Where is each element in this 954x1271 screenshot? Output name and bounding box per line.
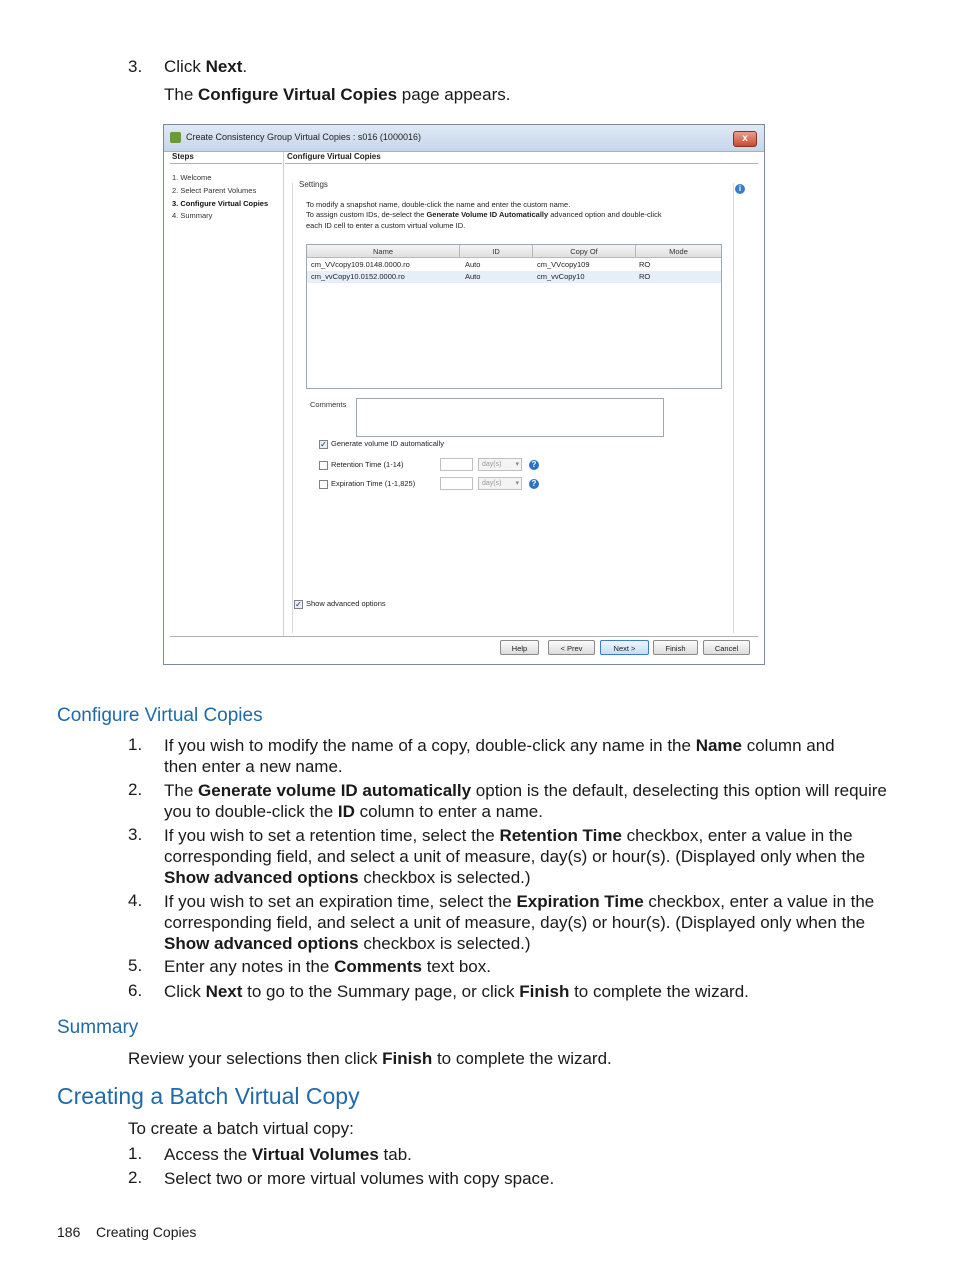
intro-appears-text: The Configure Virtual Copies page appears. — [164, 85, 511, 104]
expiration-unit-value: day(s) — [482, 480, 502, 487]
app-icon — [170, 132, 181, 143]
button-bar-divider — [170, 636, 758, 637]
column-header-mode[interactable]: Mode — [636, 245, 721, 258]
column-header-name[interactable]: Name — [307, 245, 460, 258]
list-item: If you wish to modify the name of a copy, double-click any name in the Name column and then enter a new name. — [164, 736, 835, 776]
show-advanced-label: Show advanced options — [306, 599, 386, 608]
retention-help-icon[interactable]: ? — [529, 460, 539, 470]
retention-time-checkbox[interactable] — [319, 461, 328, 470]
cell-copy-of: cm_VVcopy109 — [537, 260, 590, 269]
list-item: Click Next to go to the Summary page, or click Finish to complete the wizard. — [164, 982, 749, 1001]
panel-divider — [283, 152, 284, 636]
batch-intro: To create a batch virtual copy: — [128, 1119, 354, 1138]
settings-label: Settings — [299, 180, 328, 189]
show-advanced-checkbox[interactable]: ✓ — [295, 600, 302, 609]
list-item: Enter any notes in the Comments text box. — [164, 957, 491, 976]
summary-section-heading: Summary — [57, 1017, 139, 1038]
panel-heading-line — [285, 163, 758, 164]
list-item: Select two or more virtual volumes with copy space. — [164, 1169, 555, 1188]
comments-label: Comments — [310, 400, 347, 409]
configure-section-heading: Configure Virtual Copies — [57, 705, 263, 726]
chevron-down-icon: ▾ — [515, 461, 519, 468]
page-number: 186 — [57, 1224, 81, 1240]
list-number: 3. — [128, 825, 143, 844]
batch-section-heading: Creating a Batch Virtual Copy — [57, 1083, 360, 1109]
cell-id[interactable]: Auto — [465, 260, 481, 269]
retention-time-input[interactable] — [440, 458, 473, 471]
retention-unit-value: day(s) — [482, 461, 502, 468]
next-button[interactable]: Next > — [600, 640, 649, 655]
list-number: 1. — [128, 1144, 143, 1163]
retention-unit-select[interactable] — [478, 458, 522, 471]
close-icon[interactable]: x — [733, 131, 757, 147]
steps-divider-line — [170, 163, 282, 164]
copies-table — [306, 244, 722, 389]
cancel-button[interactable]: Cancel — [703, 640, 750, 655]
expiration-time-checkbox[interactable] — [319, 480, 328, 489]
dialog-screenshot — [163, 124, 765, 665]
list-number: 2. — [128, 1168, 143, 1187]
step-item: 1. Welcome — [172, 173, 212, 182]
step-item-current: 3. Configure Virtual Copies — [172, 198, 269, 208]
list-number: 1. — [128, 735, 143, 754]
column-header-id[interactable]: ID — [460, 245, 533, 258]
column-header-copy-of[interactable]: Copy Of — [533, 245, 636, 258]
info-icon[interactable]: i — [735, 184, 745, 194]
cell-mode: RO — [639, 260, 651, 269]
comments-input[interactable] — [356, 398, 664, 437]
expiration-help-icon[interactable]: ? — [529, 479, 539, 489]
expiration-time-label: Expiration Time (1-1,825) — [331, 479, 416, 488]
instructions — [306, 200, 716, 231]
intro-step-number: 3. — [128, 57, 143, 76]
steps-list — [172, 172, 268, 223]
list-number: 6. — [128, 981, 143, 1000]
step-item: 4. Summary — [172, 211, 213, 221]
panel-heading: Configure Virtual Copies — [287, 152, 381, 161]
expiration-time-input[interactable] — [440, 477, 473, 490]
generate-id-label: Generate volume ID automatically — [331, 439, 444, 448]
summary-text: Review your selections then click Finish to complete the wizard. — [128, 1049, 612, 1068]
generate-id-checkbox[interactable]: ✓ — [320, 440, 327, 449]
cell-copy-of: cm_vvCopy10 — [537, 272, 585, 281]
step-item: 2. Select Parent Volumes — [172, 185, 257, 195]
table-row[interactable] — [307, 271, 721, 283]
list-number: 2. — [128, 780, 143, 799]
footer-chapter: Creating Copies — [96, 1224, 197, 1240]
cell-name[interactable]: cm_vvCopy10.0152.0000.ro — [311, 272, 405, 281]
help-button[interactable]: Help — [500, 640, 539, 655]
instruction-line: To modify a snapshot name, double-click the name and enter the custom name. — [306, 200, 571, 209]
table-row[interactable] — [307, 259, 721, 271]
instruction-line: each ID cell to enter a custom virtual volume ID. — [306, 220, 466, 230]
list-number: 4. — [128, 891, 143, 910]
steps-heading: Steps — [172, 152, 194, 161]
list-item: The Generate volume ID automatically option is the default, deselecting this option will require you to double-click the ID column to enter a name. — [164, 781, 887, 821]
intro-step-text: Click Next. — [164, 57, 248, 76]
cell-name[interactable]: cm_VVcopy109.0148.0000.ro — [311, 260, 410, 269]
dialog-title: Create Consistency Group Virtual Copies : s016 (1000016) — [186, 132, 421, 142]
expiration-unit-select[interactable] — [478, 477, 522, 490]
dialog-titlebar — [164, 125, 764, 152]
cell-id[interactable]: Auto — [465, 272, 481, 281]
list-item: If you wish to set a retention time, select the Retention Time checkbox, enter a value in the corresponding field, and select a unit of measure, day(s) or hour(s). (Displayed only when the Show advanced options checkbox is selected.) — [164, 826, 866, 887]
cell-mode: RO — [639, 272, 651, 281]
chevron-down-icon: ▾ — [515, 480, 519, 487]
list-number: 5. — [128, 956, 143, 975]
list-item: If you wish to set an expiration time, select the Expiration Time checkbox, enter a value in the corresponding field, and select a unit of measure, day(s) or hour(s). (Displayed only when the Show advanced options checkbox is selected.) — [164, 892, 875, 953]
finish-button[interactable]: Finish — [653, 640, 698, 655]
instruction-line: To assign custom IDs, de-select the Generate Volume ID Automatically advanced option and double-click — [306, 210, 662, 220]
retention-time-label: Retention Time (1-14) — [331, 460, 404, 469]
prev-button[interactable]: < Prev — [548, 640, 595, 655]
list-item: Access the Virtual Volumes tab. — [164, 1145, 412, 1164]
